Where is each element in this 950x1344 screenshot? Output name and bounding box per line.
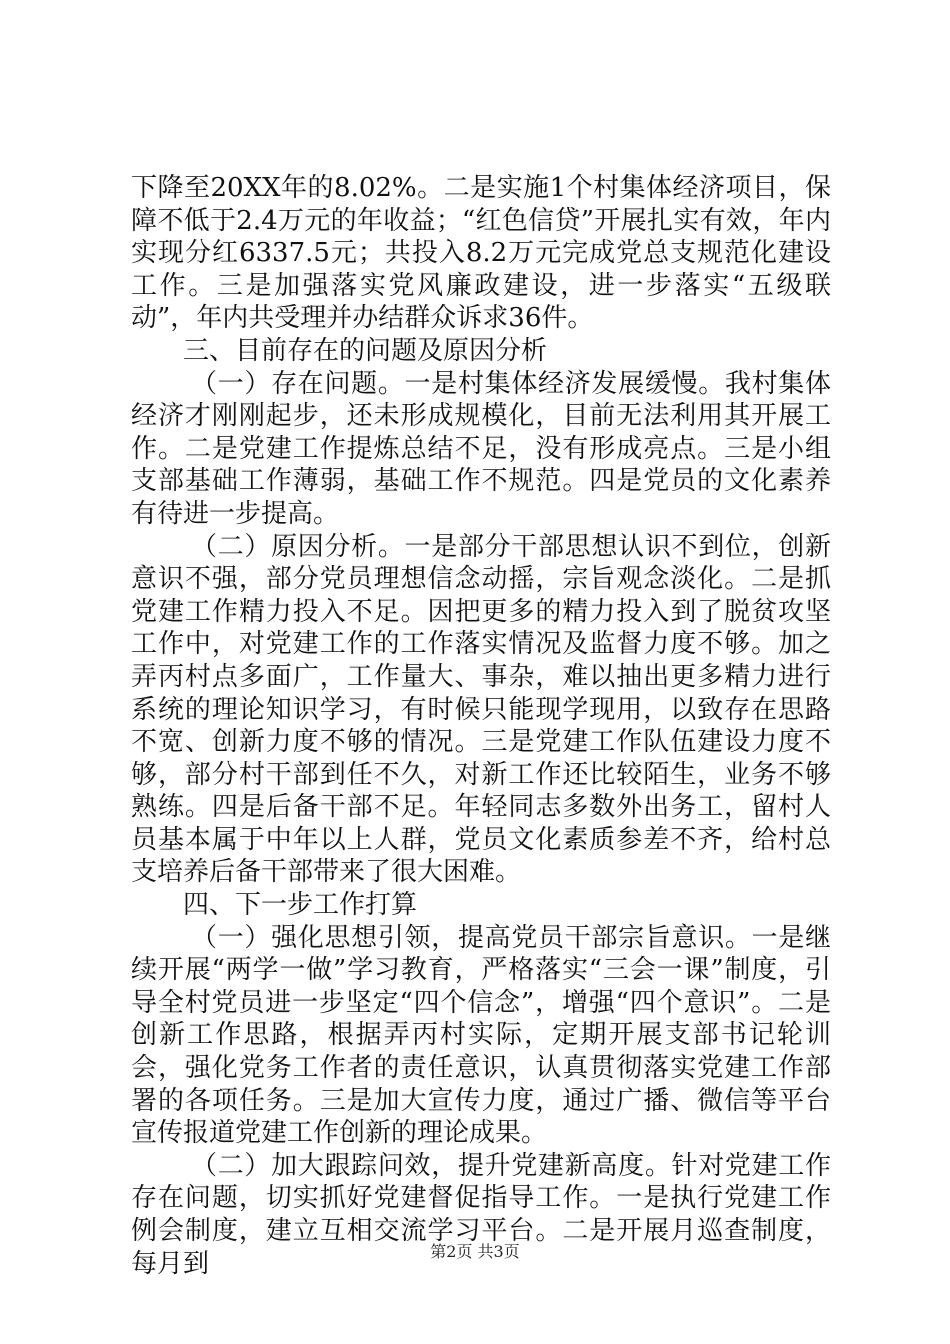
section-heading-4: 四、下一步工作打算 (183, 890, 418, 921)
paragraph-tracking-accountability: （二）加大跟踪问效，提升党建新高度。针对党建工作存在问题，切实抓好党建督促指导工作。一是执行党建工作例会制度，建立互相交流学习平台。二是开展月巡查制度，每月到 (131, 1150, 831, 1279)
paragraph-existing-problems: （一）存在问题。一是村集体经济发展缓慢。我村集体经济才刚刚起步，还未形成规模化，目前无法利用其开展工作。二是党建工作提炼总结不足，没有形成亮点。三是小组支部基础工作薄弱，基础工作不规范。四是党员的文化素养有待进一步提高。 (131, 368, 831, 529)
paragraph-continued: 下降至20XX年的8.02%。二是实施1个村集体经济项目，保障不低于2.4万元的年收益；“红色信贷”开展扎实有效，年内实现分红6337.5元；共投入8.2万元完成党总支规范化建设工作。三是加强落实党风廉政建设，进一步落实“五级联动”，年内共受理并办结群众诉求36件。 (131, 173, 831, 334)
paragraph-cause-analysis: （二）原因分析。一是部分干部思想认识不到位，创新意识不强，部分党员理想信念动摇，宗旨观念淡化。二是抓党建工作精力投入不足。因把更多的精力投入到了脱贫攻坚工作中，对党建工作的工作落实情况及监督力度不够。加之弄丙村点多面广，工作量大、事杂，难以抽出更多精力进行系统的理论知识学习，有时候只能现学现用，以致存在思路不宽、创新力度不够的情况。三是党建工作队伍建设力度不够，部分村干部到任不久，对新工作还比较陌生，业务不够熟练。四是后备干部不足。年轻同志多数外出务工，留村人员基本属于中年以上人群，党员文化素质参差不齐，给村总支培养后备干部带来了很大困难。 (131, 531, 831, 888)
section-heading-3: 三、目前存在的问题及原因分析 (183, 335, 548, 366)
page-footer: 第2页 共3页 (430, 1242, 520, 1261)
paragraph-strengthen-ideology: （一）强化思想引领，提高党员干部宗旨意识。一是继续开展“两学一做”学习教育，严格落实“三会一课”制度，引导全村党员进一步坚定“四个信念”，增强“四个意识”。二是创新工作思路，根据弄丙村实际，定期开展支部书记轮训会，强化党务工作者的责任意识，认真贯彻落实党建工作部署的各项任务。三是加大宣传力度，通过广播、微信等平台宣传报道党建工作创新的理论成果。 (131, 922, 831, 1149)
document-body (131, 172, 831, 1280)
